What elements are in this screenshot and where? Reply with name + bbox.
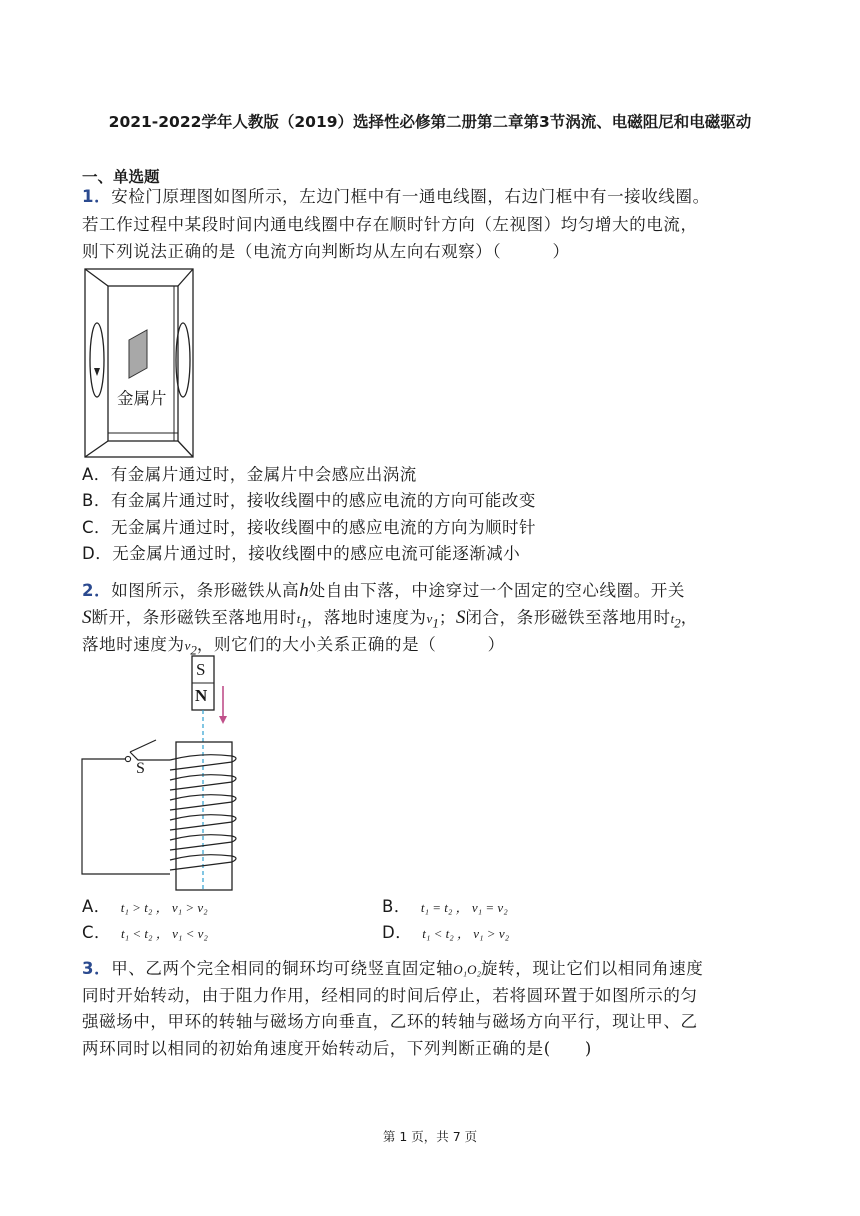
q3-text-2: 同时开始转动，由于阻力作用，经相同的时间后停止，若将圆环置于如图所示的匀 — [82, 986, 698, 1005]
q2-figure-magnet-coil — [80, 656, 250, 894]
q3-text-4: 两环同时以相同的初始角速度开始转动后，下列判断正确的是( ) — [82, 1039, 592, 1058]
q1-text-1: 安检门原理图如图所示，左边门框中有一通电线圈，右边门框中有一接收线圈。 — [111, 187, 710, 206]
magnet-n-pole-label: N — [195, 686, 208, 705]
q3-number: 3． — [82, 959, 112, 978]
q2-option-a: A． t₁ > t₂ ， v₁ > v₂ — [82, 897, 208, 916]
coil-current-arrow-icon — [94, 368, 100, 376]
q2-line-2: S断开，条形磁铁至落地用时$t_1$，落地时速度为$v_1$；S闭合，条形磁铁至落地用时$t_2$， — [82, 607, 698, 631]
q2-number: 2． — [82, 581, 112, 600]
q1-line-1 — [82, 186, 710, 208]
q1-option-c: C．无金属片通过时，接收线圈中的感应电流的方向为顺时针 — [82, 518, 537, 537]
q1-text-3: 则下列说法正确的是（电流方向判断均从左向右观察）（ ） — [82, 242, 570, 261]
switch-lever — [130, 740, 156, 752]
q2-line-3: 落地时速度为$v_2$，则它们的大小关系正确的是（ ） — [82, 635, 505, 658]
document-title: 2021-2022学年人教版（2019）选择性必修第二册第二章第3节涡流、电磁阻尼和电磁驱动 — [108, 113, 752, 131]
q1-number: 1． — [82, 187, 112, 206]
metal-plate-shape — [129, 330, 147, 378]
q1-figure-label: 金属片 — [117, 389, 167, 408]
q2-option-d: D． t₁ < t₂ ， v₁ > v₂ — [382, 923, 510, 942]
q2-option-b: B． t₁ = t₂ ， v₁ = v₂ — [382, 897, 508, 916]
section-heading: 一、单选题 — [82, 168, 160, 186]
switch-label: S — [136, 760, 145, 777]
q3-text-3: 强磁场中，甲环的转轴与磁场方向垂直，乙环的转轴与磁场方向平行，现让甲、乙 — [82, 1012, 698, 1031]
q3-line-1: 3．甲、乙两个完全相同的铜环均可绕竖直固定轴O₁O₂旋转，现让它们以相同角速度 — [82, 959, 704, 978]
q1-option-d: D．无金属片通过时，接收线圈中的感应电流可能逐渐减小 — [82, 544, 521, 563]
q1-option-a: A．有金属片通过时，金属片中会感应出涡流 — [82, 465, 417, 484]
q1-text-2: 若工作过程中某段时间内通电线圈中存在顺时针方向（左视图）均匀增大的电流， — [82, 215, 698, 234]
page-footer: 第 1 页，共 7 页 — [382, 1129, 478, 1144]
q1-option-b: B．有金属片通过时，接收线圈中的感应电流的方向可能改变 — [82, 491, 536, 510]
q2-option-c: C． t₁ < t₂ ， v₁ < v₂ — [82, 923, 208, 942]
magnet-s-pole-label: S — [196, 660, 206, 679]
q1-figure-security-gate — [84, 268, 196, 460]
q2-line-1: 2．如图所示，条形磁铁从高h处自由下落，中途穿过一个固定的空心线圈。开关 — [82, 580, 685, 601]
